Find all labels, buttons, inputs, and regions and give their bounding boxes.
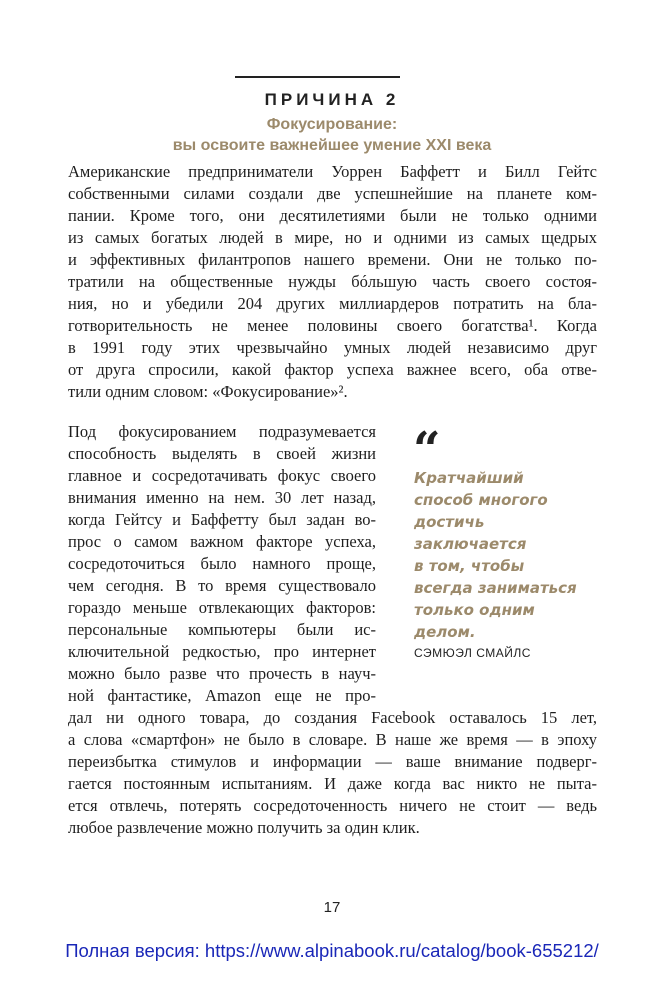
text-line: персональные компьютеры были ис-: [68, 620, 376, 639]
chapter-title-line-2: вы освоите важнейшее умение XXI века: [172, 137, 492, 154]
text-line: чем сегодня. В то время существовало: [68, 576, 376, 595]
full-version-link[interactable]: Полная версия: https://www.alpinabook.ru/catalog/book-655212/: [65, 940, 599, 961]
quote-line: только одним: [414, 601, 535, 619]
text-line: из самых богатых людей в мире, но и одними из самых щедрых: [68, 228, 597, 247]
text-line: собственными силами создали две успешнейшие на планете ком-: [68, 184, 597, 203]
text-line: а слова «смартфон» не было в словаре. В наше же время — в эпоху: [68, 730, 597, 749]
text-line: переизбытка стимулов и информации — ваше внимание подверг-: [68, 752, 597, 771]
chapter-title-line-1: Фокусирование:: [266, 116, 398, 133]
text-line: ния, но и убедили 204 других миллиардеров потратить на бла-: [68, 294, 597, 313]
quote-mark-icon: “: [413, 422, 441, 478]
text-line: и эффективных филантропов нашего времени. Они не только по-: [68, 250, 597, 269]
text-line: ключительной редкостью, про интернет: [68, 642, 376, 661]
text-line: тили одним словом: «Фокусирование»².: [68, 382, 348, 401]
text-line: гается постоянным испытаниям. И даже когда вас никто не пыта-: [68, 774, 597, 793]
page-number: 17: [323, 899, 341, 916]
quote-line: делом.: [414, 623, 476, 641]
text-line: прос о самом важном факторе успеха,: [68, 532, 376, 551]
text-line: тратили на общественные нужды бóльшую часть своего состоя-: [68, 272, 597, 291]
chapter-label: ПРИЧИНА 2: [264, 90, 400, 109]
quote-line: Кратчайший: [414, 469, 524, 487]
text-line: гораздо меньше отвлекающих факторов:: [68, 598, 376, 617]
text-line: сосредоточиться было намного проще,: [68, 554, 376, 573]
text-line: в 1991 году этих чрезвычайно умных людей независимо друг: [68, 338, 597, 357]
text-line: Под фокусированием подразумевается: [68, 422, 376, 441]
text-line: когда Гейтсу и Баффетту был задан во-: [68, 510, 376, 529]
quote-line: достичь: [414, 513, 485, 531]
quote-line: заключается: [414, 535, 527, 553]
quote-line: в том, чтобы: [414, 557, 525, 575]
text-line: Американские предприниматели Уоррен Баффетт и Билл Гейтс: [68, 162, 597, 181]
text-line: внимания именно на нем. 30 лет назад,: [68, 488, 376, 507]
text-line: способность выделять в своей жизни: [68, 444, 376, 463]
text-line: главное и сосредотачивать фокус своего: [68, 466, 376, 485]
quote-author: СЭМЮЭЛ СМАЙЛС: [414, 646, 531, 660]
text-line: готворительность не менее половины своего богатства¹. Когда: [68, 316, 597, 335]
text-line: ной фантастике, Amazon еще не про-: [68, 686, 376, 705]
top-rule: [235, 76, 400, 78]
text-line: дал ни одного товара, до создания Facebook оставалось 15 лет,: [68, 708, 597, 727]
text-line: ется отвлечь, потерять сосредоточенность ничего не стоит — ведь: [68, 796, 597, 815]
text-line: можно было разве что прочесть в науч-: [68, 664, 376, 683]
text-line: пании. Кроме того, они десятилетиями были не только одними: [68, 206, 597, 225]
text-line: от друга спросили, какой фактор успеха важнее всего, оба отве-: [68, 360, 597, 379]
quote-line: способ многого: [414, 491, 548, 509]
text-line: любое развлечение можно получить за один клик.: [68, 818, 420, 837]
quote-line: всегда заниматься: [414, 579, 577, 597]
